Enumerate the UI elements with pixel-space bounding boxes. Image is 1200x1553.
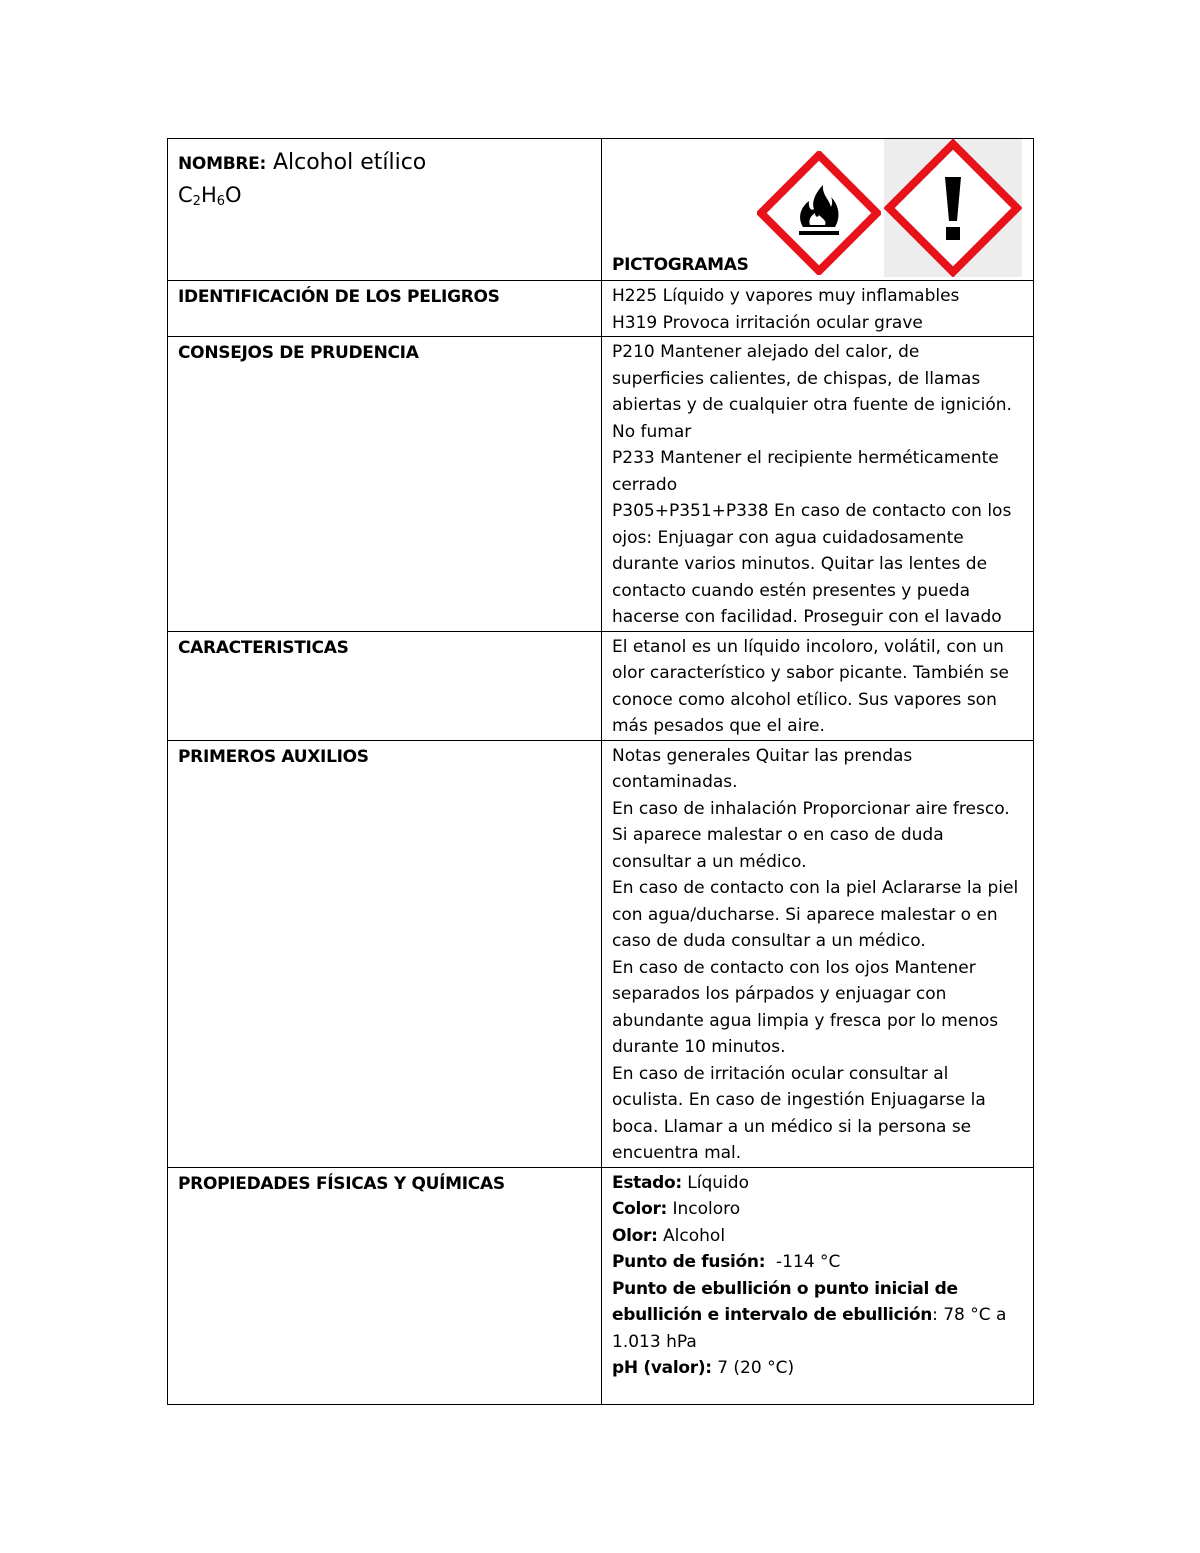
text-line: olor característico y sabor picante. También se: [612, 663, 1009, 683]
text-line: En caso de inhalación Proporcionar aire fresco.: [612, 798, 1010, 819]
text-line: durante varios minutos. Quitar las lentes de: [612, 554, 988, 574]
name-value: Alcohol etílico: [272, 150, 427, 175]
text-line: Notas generales Quitar las prendas: [612, 745, 913, 766]
text-line: conoce como alcohol etílico. Sus vapores son: [612, 689, 997, 710]
text-line: En caso de contacto con la piel Aclararse la piel: [612, 878, 1019, 898]
name-cell: [168, 139, 602, 281]
property-boiling-pressure: 1.013 hPa: [612, 1331, 697, 1352]
precautions-row: [168, 337, 1034, 632]
text-line: oculista. En caso de ingestión Enjuagarse la: [612, 1090, 986, 1110]
safety-data-sheet: [167, 138, 1033, 1405]
hazard-statement: H319 Provoca irritación ocular grave: [612, 312, 923, 333]
name-label: NOMBRE:: [178, 154, 266, 174]
text-line: cerrado: [612, 474, 678, 495]
properties-label: PROPIEDADES FÍSICAS Y QUÍMICAS: [178, 1173, 505, 1194]
text-line: contaminadas.: [612, 772, 738, 792]
text-line: separados los párpados y enjuagar con: [612, 984, 947, 1004]
property-ph: pH (valor): 7 (20 °C): [612, 1358, 795, 1378]
text-line: con agua/ducharse. Si aparece malestar o en: [612, 904, 998, 925]
text-line: P233 Mantener el recipiente herméticamente: [612, 448, 999, 468]
text-line: durante 10 minutos.: [612, 1037, 786, 1057]
properties-row: [168, 1167, 1034, 1404]
hazard-statement: H225 Líquido y vapores muy inflamables: [612, 286, 960, 306]
text-line: más pesados que el aire.: [612, 716, 825, 736]
text-line: encuentra mal.: [612, 1143, 742, 1163]
text-line: P305+P351+P338 En caso de contacto con los: [612, 501, 1012, 521]
property-melting-point: Punto de fusión: -114 °C: [612, 1252, 841, 1272]
text-line: En caso de irritación ocular consultar al: [612, 1063, 949, 1084]
property-odor: Olor: Alcohol: [612, 1225, 726, 1246]
sds-table: [167, 138, 1034, 1405]
text-line: ojos: Enjuagar con agua cuidadosamente: [612, 527, 964, 548]
precautions-label: CONSEJOS DE PRUDENCIA: [178, 343, 419, 363]
pictograms-label: PICTOGRAMAS: [612, 254, 749, 275]
first-aid-label: PRIMEROS AUXILIOS: [178, 746, 369, 767]
text-line: En caso de contacto con los ojos Mantener: [612, 957, 976, 978]
first-aid-content: [602, 740, 1034, 1167]
text-line: consultar a un médico.: [612, 851, 807, 872]
pictograms-cell: [602, 139, 1034, 281]
properties-content: [602, 1167, 1034, 1404]
characteristics-row: [168, 631, 1034, 740]
chemical-formula: $C_2H_6O$: [178, 183, 242, 209]
text-line: boca. Llamar a un médico si la persona se: [612, 1116, 972, 1137]
hazards-content: [602, 281, 1034, 337]
characteristics-content: [602, 631, 1034, 740]
text-line: superficies calientes, de chispas, de llamas: [612, 368, 981, 389]
hazards-row: [168, 281, 1034, 337]
text-line: El etanol es un líquido incoloro, volátil, con un: [612, 636, 1004, 657]
header-row: [168, 139, 1034, 281]
first-aid-row: [168, 740, 1034, 1167]
text-line: hacerse con facilidad. Proseguir con el lavado: [612, 607, 1002, 627]
text-line: contacto cuando estén presentes y pueda: [612, 580, 970, 601]
property-color: Color: Incoloro: [612, 1199, 741, 1219]
exclamation-mark-icon: [884, 139, 1022, 277]
hazards-label: IDENTIFICACIÓN DE LOS PELIGROS: [178, 287, 500, 307]
characteristics-label: CARACTERISTICAS: [178, 637, 349, 658]
text-line: No fumar: [612, 421, 692, 442]
property-boiling-label: Punto de ebullición o punto inicial de: [612, 1278, 958, 1299]
text-line: P210 Mantener alejado del calor, de: [612, 342, 920, 362]
text-line: abundante agua limpia y fresca por lo menos: [612, 1010, 999, 1031]
flame-icon: [757, 151, 881, 275]
property-boiling-point: ebullición e intervalo de ebullición: 78 °C a: [612, 1305, 1007, 1325]
precautions-content: [602, 337, 1034, 632]
text-line: caso de duda consultar a un médico.: [612, 931, 926, 951]
property-state: Estado: Líquido: [612, 1172, 749, 1193]
text-line: Si aparece malestar o en caso de duda: [612, 825, 944, 845]
text-line: abiertas y de cualquier otra fuente de ignición.: [612, 395, 1012, 415]
